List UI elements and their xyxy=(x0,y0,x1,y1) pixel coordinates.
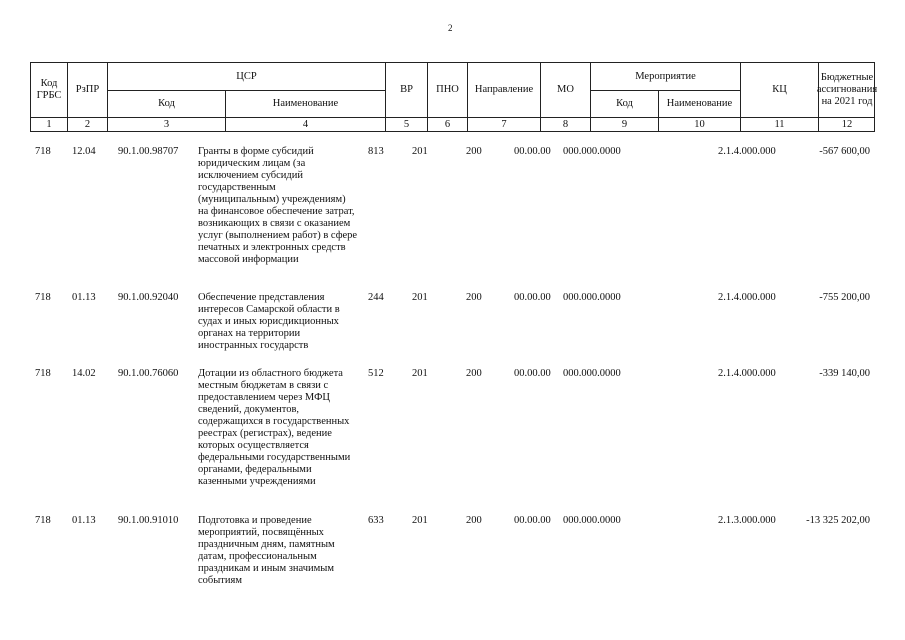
header-mo: МО xyxy=(540,62,590,117)
header-kod-grbs: Код ГРБС xyxy=(30,62,67,117)
col-num: 3 xyxy=(107,117,225,132)
cell-mer-kod: 000.000.0000 xyxy=(563,146,621,157)
cell-rzpr: 01.13 xyxy=(72,292,96,303)
cell-napravlenie: 200 xyxy=(466,515,482,526)
header-csr: ЦСР xyxy=(107,62,385,90)
header-csr-name: Наименование xyxy=(225,90,385,117)
cell-mo: 00.00.00 xyxy=(514,146,551,157)
cell-budget: -755 200,00 xyxy=(819,292,870,303)
cell-csr-kod: 90.1.00.98707 xyxy=(118,146,179,157)
header-pno: ПНО xyxy=(427,62,467,117)
cell-name: Гранты в форме субсидий юридическим лицам (за исключением субсидий государственным (муниципальным) учреждениям) на финансовое обеспечение затрат, возникающих в связи с оказанием услуг (выполнением работ) в сфере печатных и электронных средств массовой информации xyxy=(198,146,358,265)
cell-grbs: 718 xyxy=(35,292,51,303)
cell-vr: 512 xyxy=(368,368,384,379)
col-num: 8 xyxy=(540,117,590,132)
header-kc: КЦ xyxy=(740,62,818,117)
cell-mer-kod: 000.000.0000 xyxy=(563,368,621,379)
header-mer-kod: Код xyxy=(590,90,658,117)
cell-pno: 201 xyxy=(412,368,428,379)
cell-budget: -339 140,00 xyxy=(819,368,870,379)
cell-csr-kod: 90.1.00.91010 xyxy=(118,515,179,526)
cell-csr-kod: 90.1.00.92040 xyxy=(118,292,179,303)
cell-pno: 201 xyxy=(412,515,428,526)
cell-name: Подготовка и проведение мероприятий, посвящённых праздничным дням, памятным датам, профессиональным праздникам и иным значимым событиям xyxy=(198,515,335,586)
cell-napravlenie: 200 xyxy=(466,292,482,303)
cell-pno: 201 xyxy=(412,146,428,157)
col-num: 11 xyxy=(740,117,818,132)
col-num: 6 xyxy=(427,117,467,132)
header-vr: ВР xyxy=(385,62,427,117)
cell-grbs: 718 xyxy=(35,146,51,157)
cell-kc: 2.1.4.000.000 xyxy=(718,292,776,303)
cell-kc: 2.1.3.000.000 xyxy=(718,515,776,526)
header-rzpr: РзПР xyxy=(67,62,107,117)
cell-name: Обеспечение представления интересов Самарской области в судах и иных юрисдикционных органах на территории иностранных государств xyxy=(198,292,340,351)
col-num: 4 xyxy=(225,117,385,132)
col-num: 7 xyxy=(467,117,540,132)
cell-rzpr: 12.04 xyxy=(72,146,96,157)
col-num: 2 xyxy=(67,117,107,132)
col-num: 12 xyxy=(818,117,875,132)
col-num: 5 xyxy=(385,117,427,132)
cell-napravlenie: 200 xyxy=(466,368,482,379)
col-num: 10 xyxy=(658,117,740,132)
cell-mo: 00.00.00 xyxy=(514,368,551,379)
cell-grbs: 718 xyxy=(35,515,51,526)
cell-kc: 2.1.4.000.000 xyxy=(718,146,776,157)
cell-mer-kod: 000.000.0000 xyxy=(563,515,621,526)
cell-vr: 244 xyxy=(368,292,384,303)
cell-grbs: 718 xyxy=(35,368,51,379)
cell-csr-kod: 90.1.00.76060 xyxy=(118,368,179,379)
cell-mer-kod: 000.000.0000 xyxy=(563,292,621,303)
cell-budget: -567 600,00 xyxy=(819,146,870,157)
cell-budget: -13 325 202,00 xyxy=(806,515,870,526)
cell-mo: 00.00.00 xyxy=(514,515,551,526)
cell-pno: 201 xyxy=(412,292,428,303)
col-num: 1 xyxy=(30,117,67,132)
cell-vr: 633 xyxy=(368,515,384,526)
table-header xyxy=(30,62,878,132)
cell-napravlenie: 200 xyxy=(466,146,482,157)
cell-mo: 00.00.00 xyxy=(514,292,551,303)
page-number: 2 xyxy=(448,23,453,33)
cell-kc: 2.1.4.000.000 xyxy=(718,368,776,379)
cell-rzpr: 14.02 xyxy=(72,368,96,379)
cell-vr: 813 xyxy=(368,146,384,157)
col-num: 9 xyxy=(590,117,658,132)
header-napravlenie: Направление xyxy=(467,62,540,117)
cell-rzpr: 01.13 xyxy=(72,515,96,526)
header-meropriyatie: Мероприятие xyxy=(590,62,740,90)
header-csr-kod: Код xyxy=(107,90,225,117)
cell-name: Дотации из областного бюджета местным бюджетам в связи с предоставлением через МФЦ сведений, документов, содержащихся в государственных реестрах (регистрах), ведение которых осуществляется федеральными государственными органами, федеральными казенными учреждениями xyxy=(198,368,351,487)
header-budget: Бюджетные ассигнования на 2021 год xyxy=(818,62,875,117)
header-mer-name: Наименование xyxy=(658,90,740,117)
